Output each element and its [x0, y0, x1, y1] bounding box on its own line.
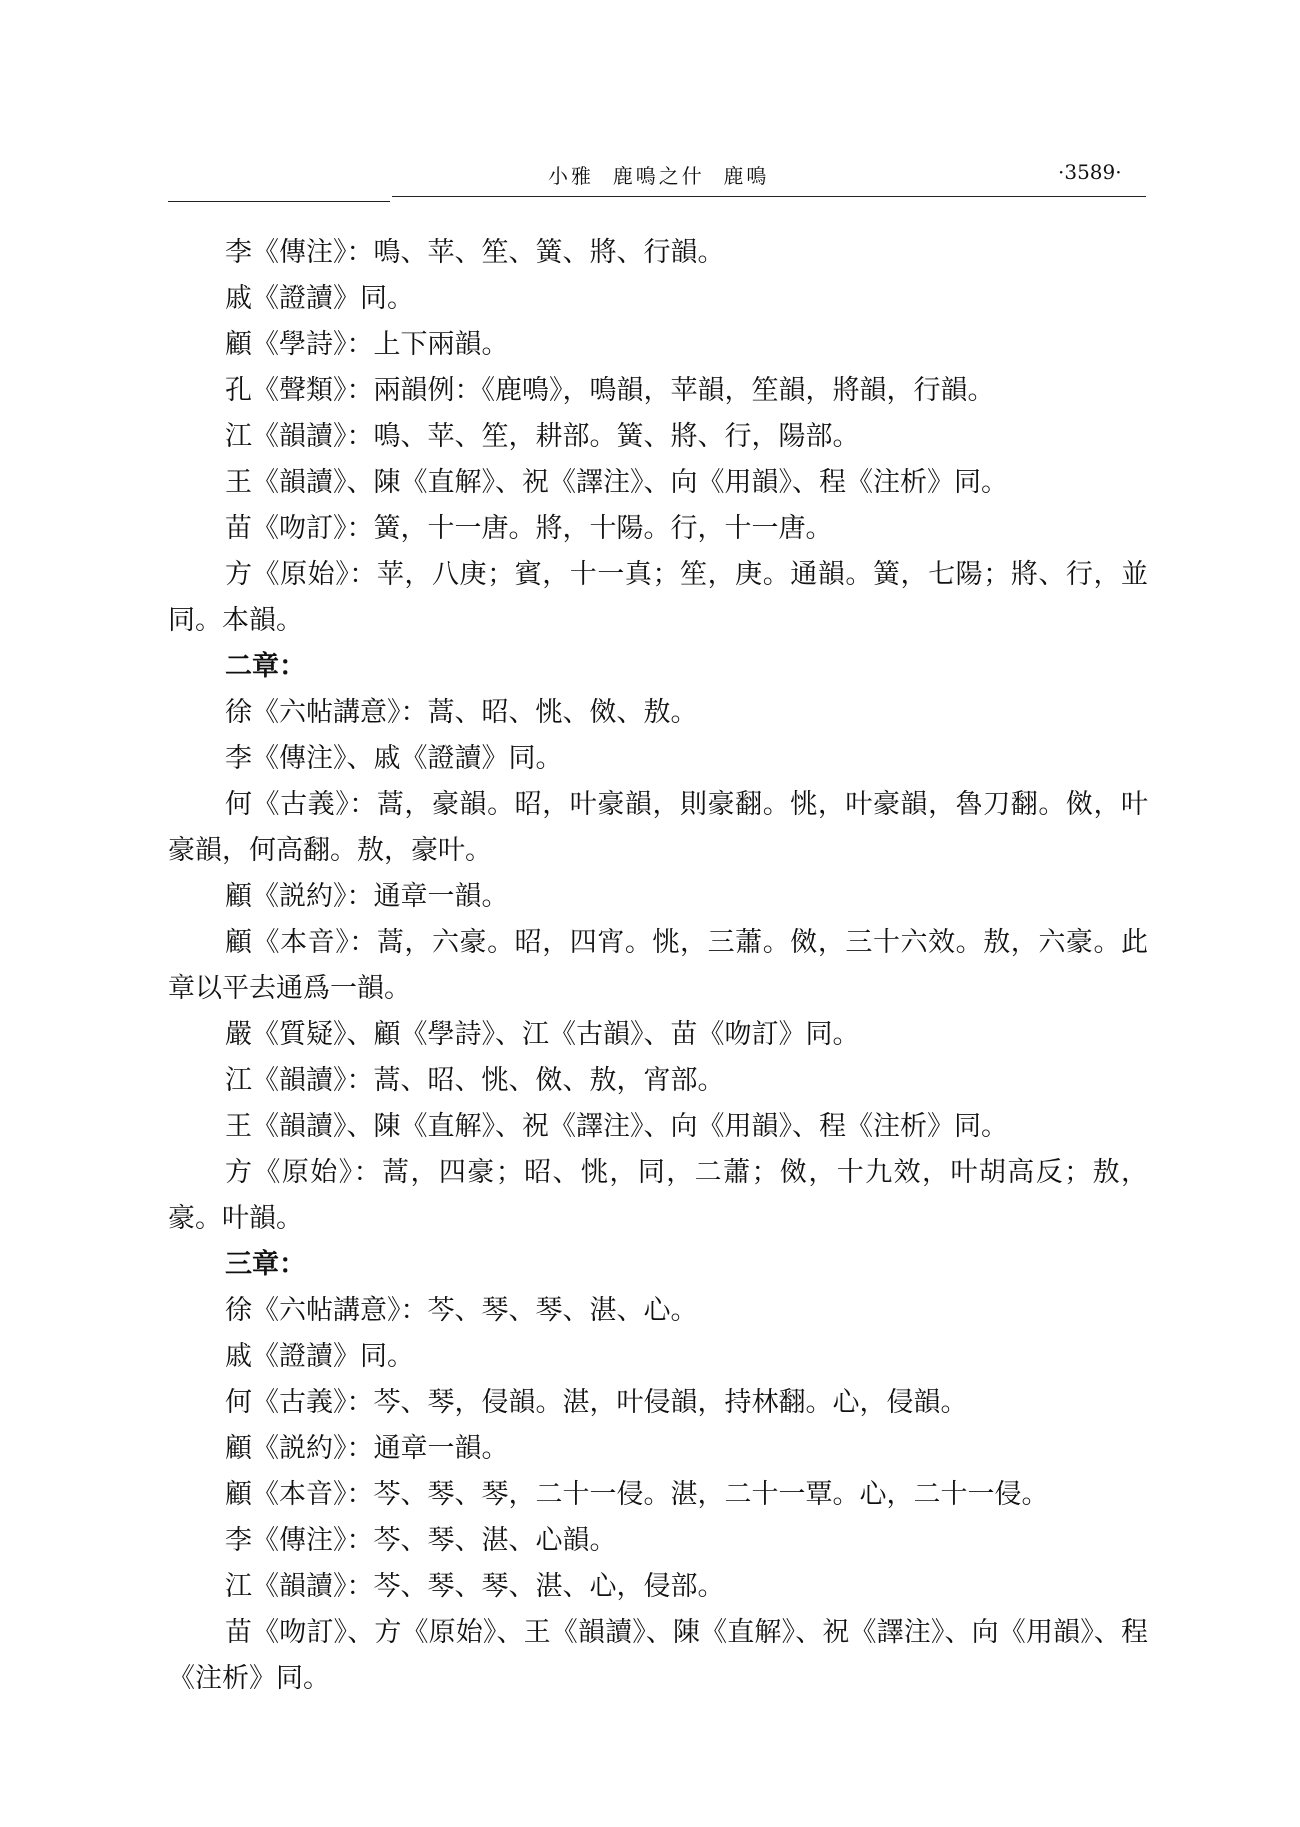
page-number: ·3589·	[1058, 160, 1122, 184]
paragraph: 徐《六帖講意》：蒿、昭、恌、傚、敖。	[225, 697, 698, 728]
paragraph: 何《古義》：芩、琴，侵韻。湛，叶侵韻，持林翻。心，侵韻。	[225, 1387, 968, 1418]
paragraph: 方《原始》：蒿，四豪；昭、恌，同，二蕭；傚，十九效，叶胡高反；敖，豪。叶韻。	[168, 1157, 1148, 1234]
paragraph: 嚴《質疑》、顧《學詩》、江《古韻》、苗《吻訂》同。	[225, 1019, 860, 1050]
paragraph: 何《古義》：蒿，豪韻。昭，叶豪韻，則豪翻。恌，叶豪韻，魯刀翻。傚，叶豪韻，何高翻。敖，豪叶。	[168, 789, 1148, 866]
paragraph: 顧《本音》：芩、琴、琴，二十一侵。湛，二十一覃。心，二十一侵。	[225, 1479, 1049, 1510]
paragraph: 顧《本音》：蒿，六豪。昭，四宵。恌，三蕭。傚，三十六效。敖，六豪。此章以平去通爲一韻。	[168, 927, 1148, 1004]
paragraph: 顧《學詩》：上下兩韻。	[225, 329, 509, 360]
paragraph: 方《原始》：苹，八庚；賓，十一真；笙，庚。通韻。簧，七陽；將、行，並同。本韻。	[168, 559, 1148, 636]
paragraph: 顧《説約》：通章一韻。	[225, 881, 509, 912]
paragraph: 李《傳注》、戚《證讀》同。	[225, 743, 563, 774]
paragraph: 李《傳注》：鳴、苹、笙、簧、將、行韻。	[225, 237, 725, 268]
paragraph: 顧《説約》：通章一韻。	[225, 1433, 509, 1464]
paragraph: 苗《吻訂》、方《原始》、王《韻讀》、陳《直解》、祝《譯注》、向《用韻》、程《注析》同。	[168, 1617, 1148, 1694]
paragraph: 苗《吻訂》：簧，十一唐。將，十陽。行，十一唐。	[225, 513, 833, 544]
paragraph: 戚《證讀》同。	[225, 283, 414, 314]
body-text	[168, 230, 1148, 1702]
paragraph: 徐《六帖講意》：芩、琴、琴、湛、心。	[225, 1295, 698, 1326]
header-rule	[392, 196, 1146, 197]
paragraph: 江《韻讀》：鳴、苹、笙，耕部。簧、將、行，陽部。	[225, 421, 860, 452]
paragraph: 王《韻讀》、陳《直解》、祝《譯注》、向《用韻》、程《注析》同。	[225, 1111, 1008, 1142]
paragraph: 孔《聲類》：兩韻例：《鹿鳴》，鳴韻，苹韻，笙韻，將韻，行韻。	[225, 375, 995, 406]
section-heading: 二章：	[225, 651, 306, 682]
paragraph: 李《傳注》：芩、琴、湛、心韻。	[225, 1525, 617, 1556]
section-heading: 三章：	[225, 1249, 306, 1280]
running-head: 小雅 鹿鳴之什 鹿鳴	[548, 164, 770, 188]
header-rule-left	[168, 201, 390, 202]
paragraph: 王《韻讀》、陳《直解》、祝《譯注》、向《用韻》、程《注析》同。	[225, 467, 1008, 498]
paragraph: 戚《證讀》同。	[225, 1341, 414, 1372]
paragraph: 江《韻讀》：芩、琴、琴、湛、心，侵部。	[225, 1571, 725, 1602]
paragraph: 江《韻讀》：蒿、昭、恌、傚、敖，宵部。	[225, 1065, 725, 1096]
